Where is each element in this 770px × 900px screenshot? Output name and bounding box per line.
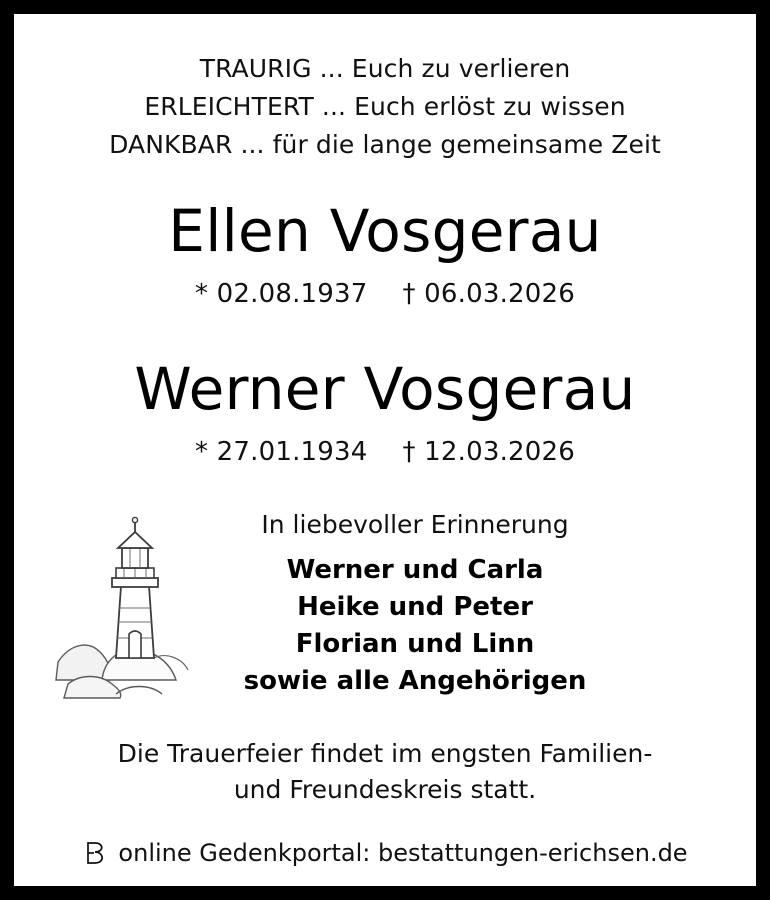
family-line-3: Florian und Linn [295, 629, 535, 659]
verse-line-1: TRAURIG ... Euch zu verlieren [199, 54, 571, 83]
ceremony-note [14, 736, 756, 808]
family-line-4: sowie alle Angehörigen [243, 666, 587, 696]
family-line-1: Werner und Carla [286, 555, 544, 585]
death-date-1: 06.03.2026 [424, 279, 576, 309]
birth-date-1: 02.08.1937 [216, 279, 368, 309]
eb-monogram-icon [82, 838, 112, 868]
ceremony-line-2: und Freundeskreis statt. [233, 775, 537, 804]
verse-line-3: DANKBAR ... für die lange gemeinsame Zeit [109, 130, 661, 159]
birth-date-2: 27.01.1934 [216, 437, 368, 467]
online-portal-row[interactable] [14, 838, 756, 868]
family-line-2: Heike und Peter [297, 592, 533, 622]
deceased-name-1: Ellen Vosgerau [168, 197, 602, 265]
verse-line-2: ERLEICHTERT ... Euch erlöst zu wissen [144, 92, 626, 121]
birth-symbol-1: * [194, 279, 209, 309]
obituary-content [14, 14, 756, 886]
lighthouse-illustration [50, 512, 220, 702]
obituary-card [14, 14, 756, 886]
verse-block [14, 14, 756, 164]
memory-intro: In liebevoller Erinnerung [261, 510, 569, 539]
birth-symbol-2: * [194, 437, 209, 467]
memory-section [14, 510, 756, 700]
deceased-name-2: Werner Vosgerau [134, 355, 636, 423]
death-symbol-1: † [402, 279, 416, 309]
online-portal-text[interactable]: online Gedenkportal: bestattungen-erichsen.de [118, 839, 688, 867]
death-date-2: 12.03.2026 [424, 437, 576, 467]
ceremony-line-1: Die Trauerfeier findet im engsten Familien- [117, 739, 653, 768]
deceased-dates-2 [14, 436, 756, 468]
death-symbol-2: † [402, 437, 416, 467]
deceased-dates-1 [14, 278, 756, 310]
